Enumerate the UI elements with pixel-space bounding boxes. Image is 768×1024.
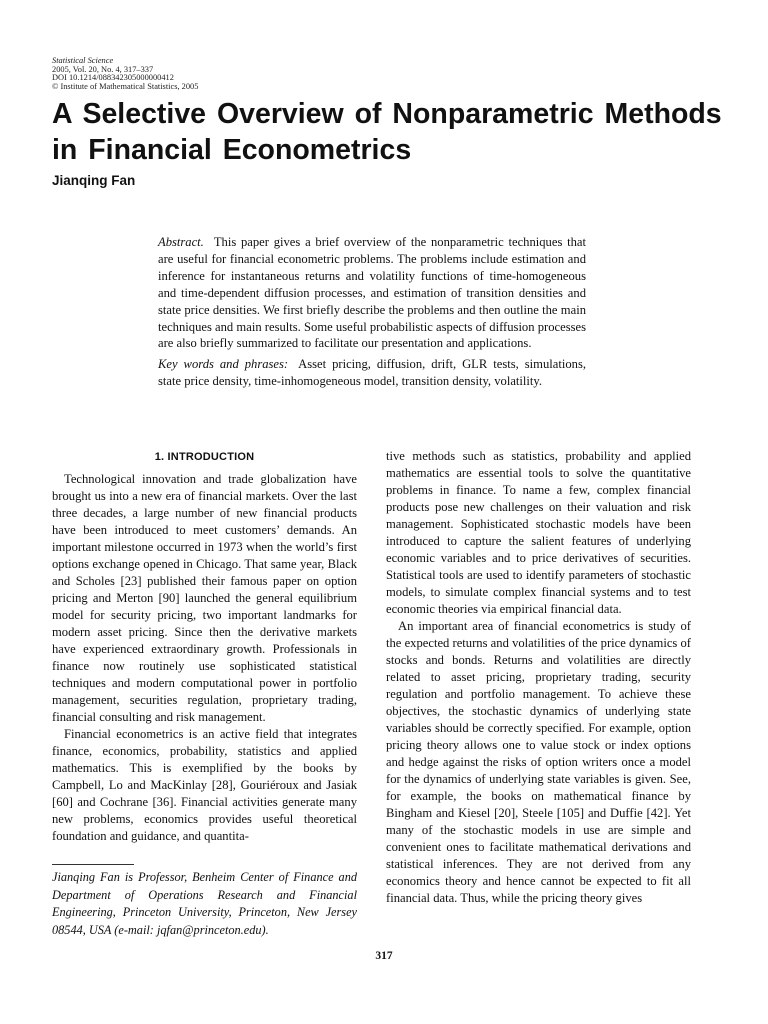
right-column [386,448,691,907]
volume-info: 2005, Vol. 20, No. 4, 317–337 [52,64,154,74]
abstract-label: Abstract. [158,235,204,249]
doi: DOI 10.1214/088342305000000412 [52,73,174,83]
abstract-text: This paper gives a brief overview of the nonparametric techniques that are useful for financial econometric problems. The problems include estimation and inference for instantaneous returns and volatility functions of time-homogeneous and time-dependent diffusion processes, and estimation of transition densities and state price densities. We first briefly describe the problems and then outline the main techniques and main results. Some useful probabilistic aspects of diffusion processes are also briefly summarized to facilitate our presentation and applications. [158,235,586,351]
right-paragraph-2: An important area of financial econometrics is study of the expected returns and volatilities of the price dynamics of stocks and bonds. Returns and volatilities are directly related to asset pricing, proprietary trading, security regulation and portfolio management. To achieve these objectives, the stochastic dynamics of underlying state variables should be correctly specified. For example, option pricing theory allows one to value stock or index options and hedge against the risks of option writers once a model for the dynamics of underlying state variables is given. See, for example, the books on mathematical finance by Bingham and Kiesel [20], Steele [105] and Duffie [42]. Yet many of the stochastic models in use are simple and convenient ones to facilitate mathematical derivations and statistical inferences. They are not derived from any economics theory and hence cannot be expected to fit all financial data. Thus, while the pricing theory gives [386,619,691,905]
journal-name: Statistical Science [52,56,114,65]
copyright: © Institute of Mathematical Statistics, 2005 [52,81,199,91]
author-name: Jianqing Fan [52,173,136,188]
paper-title: A Selective Overview of Nonparametric Methods in Financial Econometrics [52,98,722,166]
left-paragraph-1: Technological innovation and trade globalization have brought us into a new era of financial markets. Over the last three decades, a large number of new financial products have been introduced to meet customers’ demands. An important milestone occurred in 1973 when the world’s first options exchange opened in Chicago. That same year, Black and Scholes [23] published their famous paper on option pricing and Merton [90] launched the general equilibrium model for security pricing, two important landmarks for modern asset pricing. Since then the derivative markets have experienced extraordinary growth. Professionals in finance now routinely use sophisticated statistical techniques and modern computational power in portfolio management, securities regulation, proprietary trading, financial consulting and risk management. [52,472,357,724]
footnote-divider [52,864,134,865]
keywords-label: Key words and phrases: [158,357,289,372]
left-paragraph-2: Financial econometrics is an active field that integrates finance, economics, probability, statistics and applied mathematics. This is exemplified by the books by Campbell, Lo and MacKinlay [28], Gouriéroux and Jasiak [60] and Cochrane [36]. Financial activities generate many new problems, economics provides useful theoretical foundation and guidance, and quantita- [52,727,357,843]
abstract-paragraph [158,234,586,352]
abstract [158,234,586,390]
keywords-text: Asset pricing, diffusion, drift, GLR tests, simulations, state price density, time-inhomogeneous model, transition density, volatility. [158,357,586,389]
author-footnote: Jianqing Fan is Professor, Benheim Center of Finance and Department of Operations Research and Financial Engineering, Princeton University, Princeton, New Jersey 08544, USA (e-mail: jqfan@princeton.edu). [52,870,357,937]
left-column [52,449,357,845]
keywords-paragraph [158,356,586,390]
publication-info [52,57,198,91]
page-number: 317 [375,950,393,962]
section-heading: 1. INTRODUCTION [154,451,255,463]
right-paragraph-1: tive methods such as statistics, probability and applied mathematics are essential tools to solve the quantitative problems in finance. To name a few, complex financial products pose new challenges on their valuation and risk management. Sophisticated stochastic models have been introduced to capture the salient features of underlying economic variables and to price derivatives of securities. Statistical tools are used to identify parameters of stochastic models, to simulate complex financial systems and to test economic theories via empirical financial data. [386,449,691,616]
